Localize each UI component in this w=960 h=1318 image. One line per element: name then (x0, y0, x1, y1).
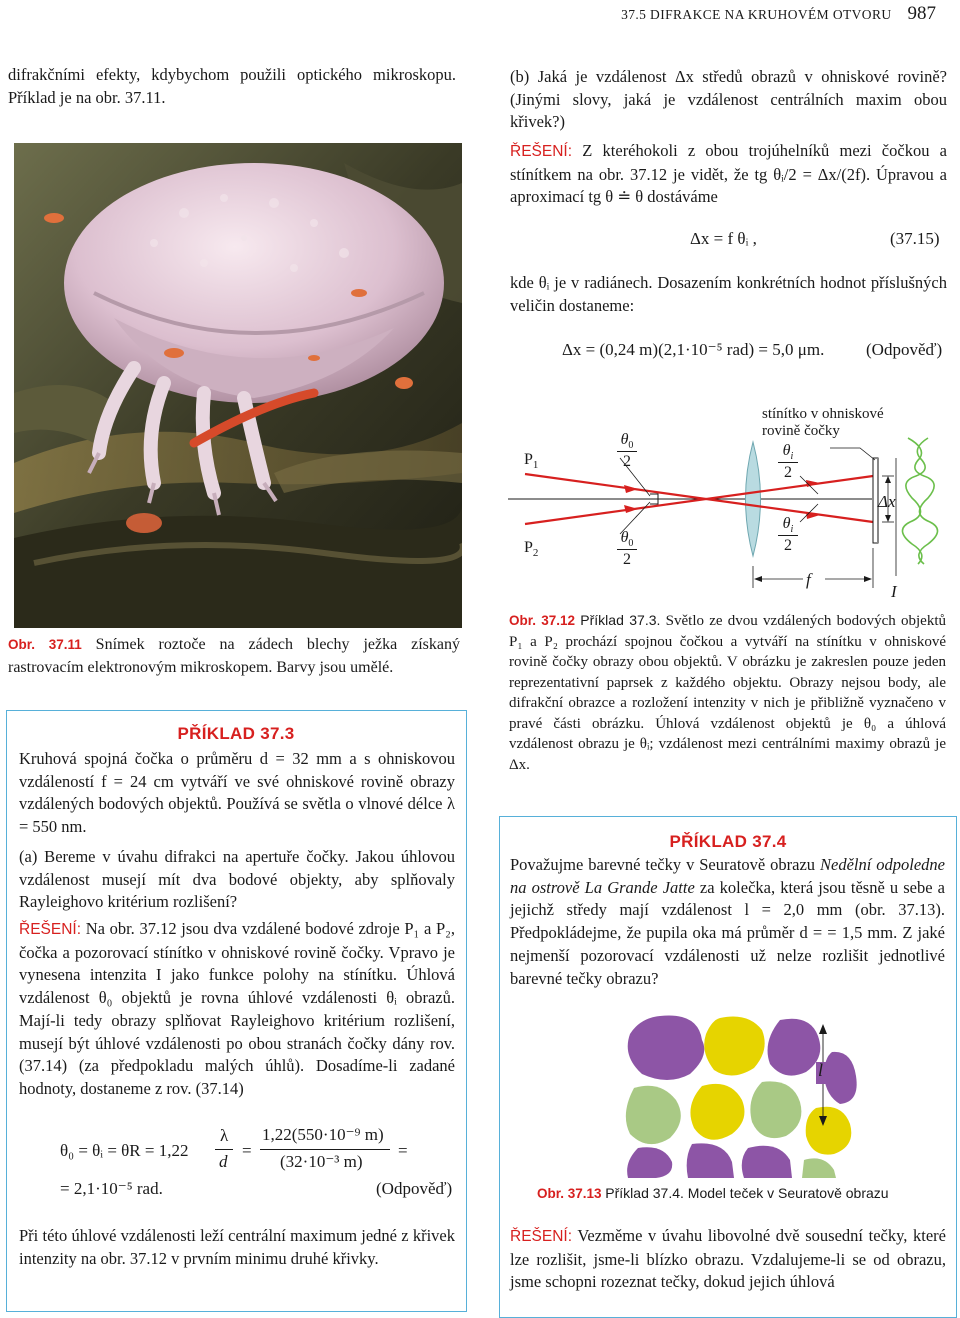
label-f: f (806, 570, 811, 589)
eq1-bar (260, 1149, 390, 1150)
eq1-end: = (398, 1141, 408, 1160)
intro-paragraph: difrakčními efekty, kdybychom použili optického mikroskopu. Příklad je na obr. 37.11. (8, 65, 456, 107)
label-p2: $P_2$ (524, 539, 539, 560)
eq1-den: (32·10⁻³ m) (280, 1152, 363, 1171)
paragraph-radians: kde θᵢ je v radiánech. Dosazením konkrétních hodnot příslušných veličin dostaneme: (510, 273, 947, 315)
example-37-3-question-a: (a) Bereme v úvahu difrakci na apertuře čočky. Jakou úhlovou vzdálenost musejí mít dva bodové objekty, aby splňovaly Rayleighovo kritérium rozlišení? (19, 847, 455, 912)
fig37-11-text: Snímek roztoče na zádech blechy ježka získaný rastrovacím elektronovým mikroskopem. Barvy jsou umělé. (8, 636, 461, 676)
section-title: 37.5 DIFRAKCE NA KRUHOVÉM OTVORU (621, 7, 892, 22)
label-intensity: I (891, 582, 897, 601)
painting-title: Nedělní odpoledne na ostrově La Grande Jatte (510, 855, 945, 897)
label-dx: Δx (878, 492, 896, 511)
odpoved-2: (Odpověď) (866, 340, 943, 359)
fig37-13-label: Obr. 37.13 (537, 1186, 602, 1201)
equation-result: = 2,1·10⁻⁵ rad. (60, 1179, 163, 1198)
label-theta0-bottom: $\theta_0$ 2 (617, 529, 637, 569)
fig37-12-text: Světlo ze dvou vzdálených bodových objektů P₁ a P₂ prochází spojnou čočkou a vytváří na stínítku v ohniskové rovině čočky obrazy obou objektů. V obrázku je zakreslen pouze jeden reprezentativní paprsek z každého objektu. Obrazy nejsou body, ale difrakční obrazce a rozložení intenzity v nich je přibližně vyznačeno v pravé části obrázku. Úhlová vzdálenost objektů je θ₀ a úhlová vzdálenost obrazu je θᵢ; vzdálenost mezi centrálními maximy obrazů je Δx. (509, 613, 946, 773)
solution-b-text: Z kteréhokoli z obou trojúhelníků mezi čočkou a stínítkem na obr. 37.12 je vidět, že tg θᵢ/2 = Δx/(2f). Úpravou a aproximací tg θ ≐ θ dostáváme (510, 141, 947, 207)
fig37-11-label: Obr. 37.11 (8, 637, 82, 652)
fig37-13-dots (620, 1012, 860, 1178)
screen-label (762, 406, 884, 440)
eq1-num: 1,22(550·10⁻⁹ m) (262, 1125, 384, 1144)
fig37-12-diagram (500, 398, 952, 608)
example-37-3-problem: Kruhová spojná čočka o průměru d = 32 mm a s ohniskovou vzdáleností f = 24 cm vytváří ve své ohniskové rovině obrazy vzdálených bodových objektů. Používá se světla o vlnové délce λ = 550 nm. (19, 749, 455, 837)
label-p1: $P_1$ (524, 451, 539, 472)
running-header (621, 3, 936, 25)
fig37-11-caption (8, 633, 460, 679)
eq1-small-den: d (219, 1152, 228, 1171)
label-theta0-top: $\theta_0$ 2 (617, 431, 637, 471)
label-thetai-top: $\theta_i$ 2 (778, 442, 798, 482)
example-37-3-solution-a (19, 918, 455, 1101)
reseni-label-c: ŘEŠENÍ: (510, 1228, 573, 1245)
example-37-4-heading: PŘÍKLAD 37.4 (669, 832, 787, 851)
screen-label-line1: stínítko v ohniskové (762, 406, 884, 422)
sem-micrograph-image (14, 143, 462, 628)
fig37-13-caption (537, 1183, 937, 1205)
odpoved-1: (Odpověď) (376, 1179, 453, 1198)
l-label: l (818, 1060, 824, 1080)
equation-number-37-15: (37.15) (890, 229, 940, 248)
example-37-3-heading: PŘÍKLAD 37.3 (177, 724, 295, 743)
eq1-small-bar (215, 1149, 233, 1150)
eq1-mid: = (242, 1141, 252, 1160)
example-37-3-conclusion: Při této úhlové vzdálenosti leží centrální maximum jedné z křivek intenzity na obr. 37.12 v prvním minimu druhé křivky. (19, 1226, 455, 1268)
question-b: (b) Jaká je vzdálenost Δx středů obrazů v ohniskové rovině? (Jinými slovy, jaká je vzdálenost centrálních maxim obou křivek?) (510, 67, 947, 132)
solution-c-text: Vezměme v úvahu libovolné dvě sousední tečky, které lze rozlišit, jsme-li blízko obrazu. Vzdalujeme-li se od obrazu, jsme schopni rozeznat tečky, dokud jejich úhlová (510, 1226, 946, 1292)
solution-a-text: Na obr. 37.12 jsou dva vzdálené bodové zdroje P₁ a P₂, čočka a pozorovací stínítko v ohniskové rovině čočky. Vpravo je vynesena intenzita I jako funkce polohy na stínítku. Úhlová vzdálenost θ₀ objektů je rovna úhlové vzdálenosti θᵢ obrazů. Mají-li tedy obrazy splňovat Rayleighovo kritérium rozlišení, musejí být úhlové vzdálenosti po obou stranách čočky dány rov. (37.14) (za předpokladu malých úhlů). Dosadíme-li zadané hodnoty, dostaneme z rov. (37.14) (19, 919, 455, 1098)
fig37-12-ref: Příklad 37.3. (580, 612, 661, 628)
label-thetai-bottom: $\theta_i$ 2 (778, 515, 798, 555)
reseni-label-b: ŘEŠENÍ: (510, 143, 573, 160)
fig37-12-caption (509, 610, 946, 775)
page-number: 987 (907, 3, 936, 24)
example-37-4-solution (510, 1225, 946, 1294)
eq1-left: θ₀ = θᵢ = θR = 1,22 (60, 1141, 189, 1160)
reseni-label: ŘEŠENÍ: (19, 921, 82, 938)
equation-37-15: Δx = f θᵢ , (690, 229, 757, 248)
screen-label-line2: rovině čočky (762, 423, 840, 439)
example-37-4-problem: Považujme barevné tečky v Seuratově obrazu Nedělní odpoledne na ostrově La Grande Jatte za kolečka, která jsou těsně u sebe a jejichž středy mají vzdálenost l = 2,0 mm (obr. 37.13). Předpokládejme, že pupila oka má průměr d = = 1,5 mm. Z jaké nejmenší pozorovací vzdálenosti už nelze rozlišit jednotlivé barevné tečky obrazu? (510, 855, 945, 988)
equation-dx: Δx = (0,24 m)(2,1·10⁻⁵ rad) = 5,0 μm. (562, 340, 825, 359)
solution-b (510, 140, 947, 209)
eq1-small-num: λ (220, 1126, 229, 1145)
fig37-12-label: Obr. 37.12 (509, 613, 576, 628)
fig37-13-text: Příklad 37.4. Model teček v Seuratově obrazu (605, 1185, 889, 1201)
equation-theta (60, 1127, 460, 1177)
